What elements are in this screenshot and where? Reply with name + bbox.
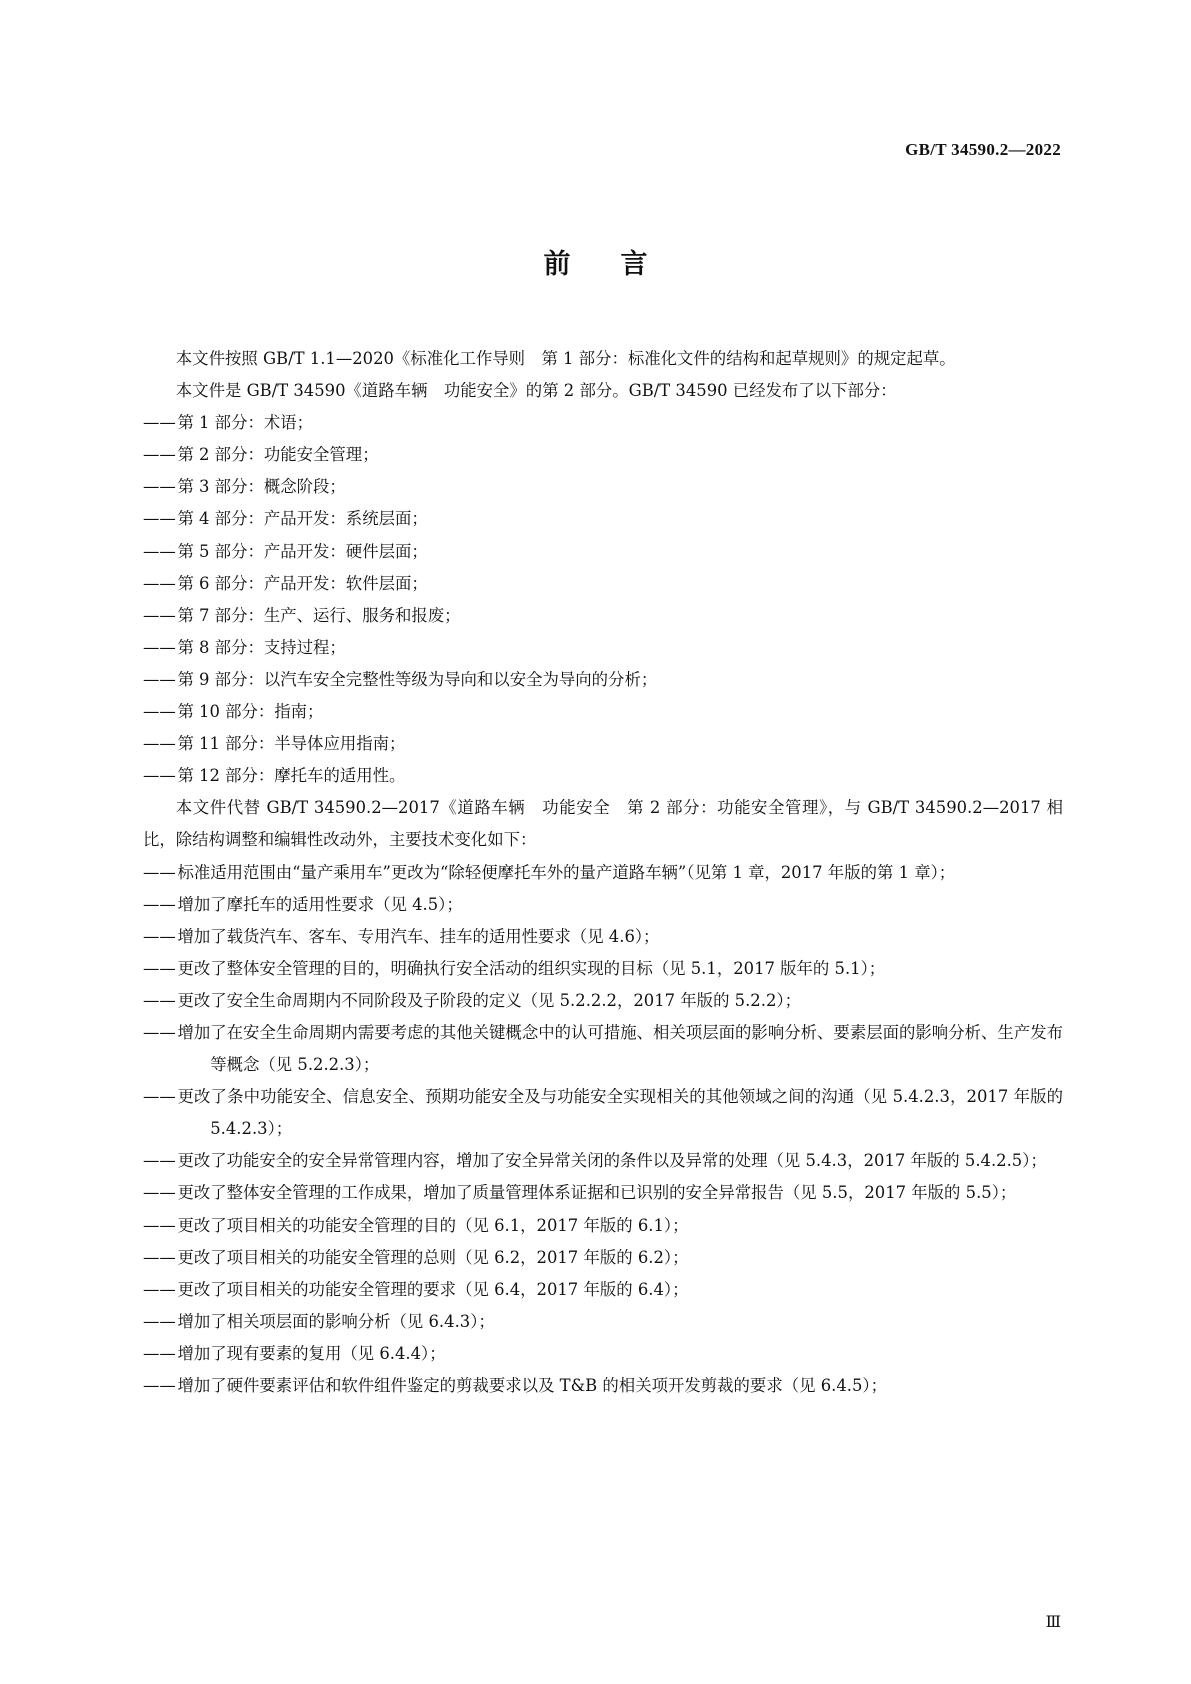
list-item: —— 第 10 部分：指南； bbox=[143, 696, 1063, 728]
dash-marker: —— bbox=[143, 445, 176, 465]
list-item: —— 更改了整体安全管理的工作成果，增加了质量管理体系证据和已识别的安全异常报告（见 5.5，2017 年版的 5.5）； bbox=[143, 1177, 1063, 1209]
dash-marker: —— bbox=[143, 926, 176, 946]
list-item: —— 增加了硬件要素评估和软件组件鉴定的剪裁要求以及 T&B 的相关项开发剪裁的要求（见 6.4.5）； bbox=[143, 1370, 1063, 1402]
list-item: —— 增加了现有要素的复用（见 6.4.4）； bbox=[143, 1338, 1063, 1370]
dash-marker: —— bbox=[143, 1215, 176, 1235]
list-item: —— 更改了整体安全管理的目的，明确执行安全活动的组织实现的目标（见 5.1，2017 版年的 5.1）； bbox=[143, 953, 1063, 985]
dash-marker: —— bbox=[143, 1087, 176, 1107]
dash-marker: —— bbox=[143, 958, 176, 978]
list-item: —— 第 1 部分：术语； bbox=[143, 407, 1063, 439]
list-item: —— 更改了项目相关的功能安全管理的目的（见 6.1，2017 年版的 6.1）； bbox=[143, 1210, 1063, 1242]
dash-marker: —— bbox=[143, 541, 176, 561]
changes-list bbox=[143, 857, 1063, 1403]
dash-marker: —— bbox=[143, 413, 176, 433]
list-item: —— 第 5 部分：产品开发：硬件层面； bbox=[143, 536, 1063, 568]
dash-marker: —— bbox=[143, 1343, 176, 1363]
list-item: —— 第 2 部分：功能安全管理； bbox=[143, 439, 1063, 471]
dash-marker: —— bbox=[143, 1151, 176, 1171]
dash-marker: —— bbox=[143, 1183, 176, 1203]
dash-marker: —— bbox=[143, 1311, 176, 1331]
list-item: —— 更改了项目相关的功能安全管理的总则（见 6.2，2017 年版的 6.2）； bbox=[143, 1242, 1063, 1274]
dash-marker: —— bbox=[143, 766, 176, 786]
dash-marker: —— bbox=[143, 637, 176, 657]
replacement-paragraph: 本文件代替 GB/T 34590.2—2017《道路车辆 功能安全 第 2 部分：功能安全管理》，与 GB/T 34590.2—2017 相比，除结构调整和编辑性改动外，主要技术变化如下： bbox=[143, 798, 1063, 850]
intro-paragraph-1: 本文件按照 GB/T 1.1—2020《标准化工作导则 第 1 部分：标准化文件的结构和起草规则》的规定起草。 bbox=[175, 349, 956, 368]
dash-marker: —— bbox=[143, 605, 176, 625]
dash-marker: —— bbox=[143, 990, 176, 1010]
dash-marker: —— bbox=[143, 573, 176, 593]
document-body bbox=[143, 343, 1063, 1402]
list-item: —— 第 7 部分：生产、运行、服务和报废； bbox=[143, 600, 1063, 632]
dash-marker: —— bbox=[143, 1022, 176, 1042]
list-item: —— 标准适用范围由“量产乘用车”更改为“除轻便摩托车外的量产道路车辆”（见第 1 章，2017 年版的第 1 章）； bbox=[143, 857, 1063, 889]
dash-marker: —— bbox=[143, 1247, 176, 1267]
list-item: —— 增加了载货汽车、客车、专用汽车、挂车的适用性要求（见 4.6）； bbox=[143, 921, 1063, 953]
page-number: Ⅲ bbox=[1045, 1612, 1061, 1631]
dash-marker: —— bbox=[143, 509, 176, 529]
intro-paragraph-2: 本文件是 GB/T 34590《道路车辆 功能安全》的第 2 部分。GB/T 34590 已经发布了以下部分： bbox=[175, 381, 897, 401]
list-item: —— 第 12 部分：摩托车的适用性。 bbox=[143, 760, 1063, 792]
list-item: —— 更改了安全生命周期内不同阶段及子阶段的定义（见 5.2.2.2，2017 年版的 5.2.2）； bbox=[143, 985, 1063, 1017]
list-item: —— 第 9 部分：以汽车安全完整性等级为导向和以安全为导向的分析； bbox=[143, 664, 1063, 696]
dash-marker: —— bbox=[143, 477, 176, 497]
list-item: —— 第 4 部分：产品开发：系统层面； bbox=[143, 503, 1063, 535]
dash-marker: —— bbox=[143, 1376, 176, 1395]
dash-marker: —— bbox=[143, 894, 176, 914]
list-item: —— 增加了相关项层面的影响分析（见 6.4.3）； bbox=[143, 1306, 1063, 1338]
list-item: —— 第 6 部分：产品开发：软件层面； bbox=[143, 568, 1063, 600]
dash-marker: —— bbox=[143, 1279, 176, 1299]
list-item: —— 增加了在安全生命周期内需要考虑的其他关键概念中的认可措施、相关项层面的影响分析、要素层面的影响分析、生产发布等概念（见 5.2.2.3）； bbox=[143, 1017, 1063, 1081]
dash-marker: —— bbox=[143, 669, 176, 689]
list-item: —— 增加了摩托车的适用性要求（见 4.5）； bbox=[143, 889, 1063, 921]
list-item: —— 更改了项目相关的功能安全管理的要求（见 6.4，2017 年版的 6.4）； bbox=[143, 1274, 1063, 1306]
dash-marker: —— bbox=[143, 702, 176, 722]
list-item: —— 更改了功能安全的安全异常管理内容，增加了安全异常关闭的条件以及异常的处理（见 5.4.3，2017 年版的 5.4.2.5）； bbox=[143, 1145, 1063, 1177]
document-code: GB/T 34590.2—2022 bbox=[905, 140, 1061, 159]
list-item: —— 第 8 部分：支持过程； bbox=[143, 632, 1063, 664]
parts-list bbox=[143, 407, 1063, 792]
dash-marker: —— bbox=[143, 862, 176, 882]
dash-marker: —— bbox=[143, 734, 176, 754]
list-item: —— 更改了条中功能安全、信息安全、预期功能安全及与功能安全实现相关的其他领域之间的沟通（见 5.4.2.3，2017 年版的 5.4.2.3）； bbox=[143, 1081, 1063, 1145]
page-title: 前言 bbox=[543, 249, 698, 280]
list-item: —— 第 3 部分：概念阶段； bbox=[143, 471, 1063, 503]
list-item: —— 第 11 部分：半导体应用指南； bbox=[143, 728, 1063, 760]
